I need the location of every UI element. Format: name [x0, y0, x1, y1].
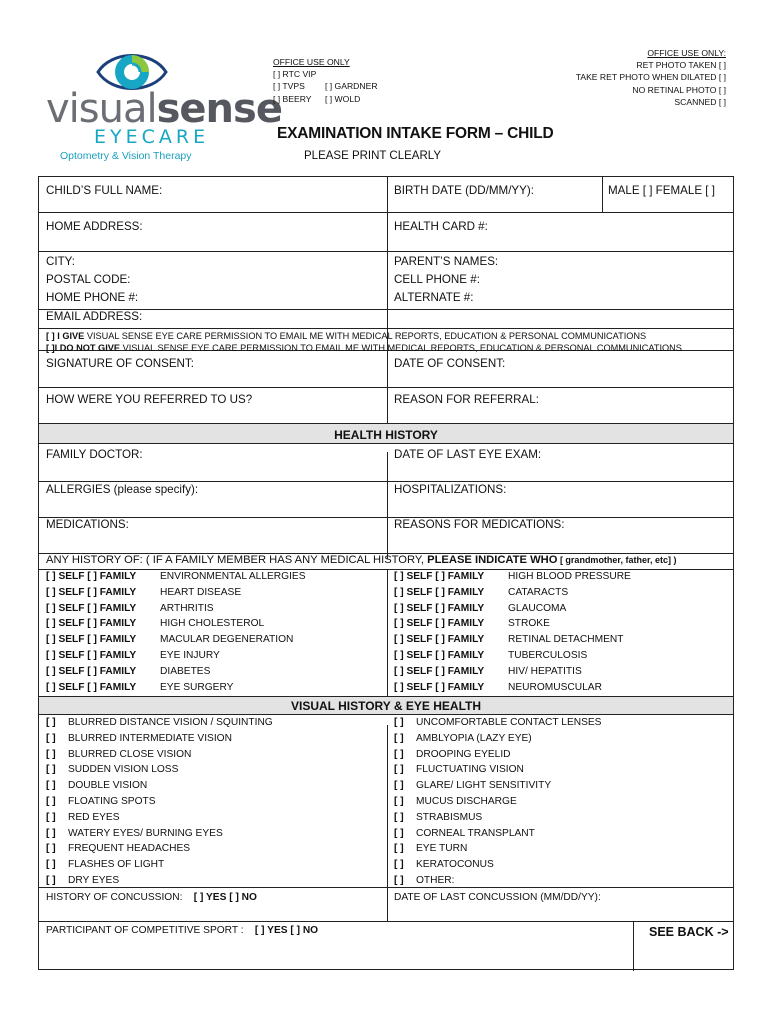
allergies-field[interactable]: ALLERGIES (please specify): [46, 483, 199, 496]
family-doctor-field[interactable]: FAMILY DOCTOR: [46, 448, 143, 461]
visual-right-label: UNCOMFORTABLE CONTACT LENSES [416, 717, 602, 728]
visual-right-item[interactable] [394, 859, 494, 870]
health-left-item[interactable] [46, 587, 241, 598]
office-use-right-heading: OFFICE USE ONLY: [647, 48, 726, 58]
health-right-label: HIGH BLOOD PRESSURE [508, 571, 631, 582]
visual-left-item[interactable] [46, 843, 190, 854]
health-left-label: HIGH CHOLESTEROL [160, 618, 265, 630]
visual-right-item[interactable] [394, 875, 455, 886]
visual-right-label: GLARE/ LIGHT SENSITIVITY [416, 780, 552, 792]
child-name-field[interactable]: CHILD’S FULL NAME: [46, 184, 163, 197]
last-concussion-field[interactable]: DATE OF LAST CONCUSSION (MM/DD/YY): [394, 892, 601, 903]
visual-right-item[interactable] [394, 812, 482, 823]
visual-left-item[interactable] [46, 717, 273, 728]
visual-right-checkbox[interactable]: [ ] [394, 859, 404, 871]
visual-right-label: MUCUS DISCHARGE [416, 796, 517, 807]
health-right-item[interactable] [394, 603, 566, 614]
reason-referral-field[interactable]: REASON FOR REFERRAL: [394, 393, 539, 406]
visual-right-label: DROOPING EYELID [416, 748, 511, 760]
office-rtc-vip[interactable]: [ ] RTC VIP [273, 69, 317, 80]
visual-left-label: SUDDEN VISION LOSS [68, 764, 179, 776]
visual-left-item[interactable] [46, 764, 178, 775]
visual-left-item[interactable] [46, 812, 120, 823]
city-field[interactable]: CITY: [46, 255, 75, 268]
health-right-item[interactable] [394, 682, 602, 693]
health-right-item[interactable] [394, 618, 550, 629]
health-right-checkbox[interactable]: [ ] SELF [ ] FAMILY [394, 618, 485, 630]
health-history-heading: HEALTH HISTORY [334, 428, 438, 442]
visual-right-label: AMBLYOPIA (LAZY EYE) [416, 732, 532, 744]
visual-left-checkbox[interactable]: [ ] [46, 717, 56, 728]
visual-left-checkbox[interactable]: [ ] [46, 748, 56, 760]
visual-right-item[interactable] [394, 780, 551, 791]
consent-not-give[interactable]: [ ]I DO NOT GIVE VISUAL SENSE EYE CARE PERMISSION TO EMAIL ME WITH MEDICAL REPORTS, EDUCATION & PERSONAL COMMUNICATIONS [46, 343, 682, 353]
office-use-right [506, 47, 726, 108]
visual-left-checkbox[interactable]: [ ] [46, 859, 56, 871]
visual-left-checkbox[interactable]: [ ] [46, 764, 56, 776]
home-phone-field[interactable]: HOME PHONE #: [46, 291, 139, 304]
health-right-item[interactable] [394, 650, 587, 661]
health-left-item[interactable] [46, 603, 214, 614]
visual-left-label: FLOATING SPOTS [68, 796, 156, 807]
health-left-label: MACULAR DEGENERATION [160, 634, 294, 646]
gender-field[interactable]: MALE [ ] FEMALE [ ] [608, 184, 715, 197]
postal-code-field[interactable]: POSTAL CODE: [46, 273, 131, 286]
visual-left-checkbox[interactable]: [ ] [46, 875, 56, 886]
ret-photo-taken[interactable]: RET PHOTO TAKEN [ ] [636, 60, 726, 71]
office-tvps[interactable]: [ ] TVPS [273, 81, 305, 92]
health-right-label: GLAUCOMA [508, 602, 567, 614]
visual-left-label: FREQUENT HEADACHES [68, 843, 191, 855]
office-gardner[interactable]: [ ] GARDNER [325, 81, 378, 92]
health-left-checkbox[interactable]: [ ] SELF [ ] FAMILY [46, 571, 137, 582]
visual-right-checkbox[interactable]: [ ] [394, 717, 404, 728]
health-right-label: CATARACTS [508, 586, 569, 598]
health-left-label: EYE INJURY [160, 650, 220, 661]
visual-left-label: BLURRED INTERMEDIATE VISION [68, 732, 232, 744]
visual-left-item[interactable] [46, 859, 164, 870]
visual-left-item[interactable] [46, 828, 223, 839]
visual-left-item[interactable] [46, 749, 191, 760]
visual-left-checkbox[interactable]: [ ] [46, 811, 56, 823]
logo-eyecare: EYECARE [94, 126, 210, 148]
visual-left-checkbox[interactable]: [ ] [46, 843, 56, 855]
visual-right-label: EYE TURN [416, 843, 468, 855]
competitive-sport-field: PARTICIPANT OF COMPETITIVE SPORT : [ ] YES [ ] NO [46, 925, 319, 936]
parents-names-field[interactable]: PARENT’S NAMES: [394, 255, 499, 268]
birth-date-field[interactable]: BIRTH DATE (DD/MM/YY): [394, 184, 534, 197]
visual-right-item[interactable] [394, 828, 535, 839]
health-left-item[interactable] [46, 682, 233, 693]
referred-field[interactable]: HOW WERE YOU REFERRED TO US? [46, 393, 253, 406]
health-left-label: ENVIRONMENTAL ALLERGIES [160, 571, 306, 582]
medications-field[interactable]: MEDICATIONS: [46, 518, 129, 531]
health-right-checkbox[interactable]: [ ] SELF [ ] FAMILY [394, 634, 485, 646]
home-address-field[interactable]: HOME ADDRESS: [46, 220, 143, 233]
form-subtitle: PLEASE PRINT CLEARLY [304, 150, 441, 162]
health-left-label: EYE SURGERY [160, 681, 234, 693]
visual-right-item[interactable] [394, 764, 524, 775]
visual-right-checkbox[interactable]: [ ] [394, 827, 404, 839]
visual-right-label: FLUCTUATING VISION [416, 764, 524, 776]
health-left-checkbox[interactable]: [ ] SELF [ ] FAMILY [46, 650, 137, 661]
health-left-item[interactable] [46, 571, 306, 582]
health-left-item[interactable] [46, 650, 220, 661]
visual-left-label: WATERY EYES/ BURNING EYES [68, 827, 223, 839]
visual-right-item[interactable] [394, 749, 511, 760]
signature-field[interactable]: SIGNATURE OF CONSENT: [46, 357, 194, 370]
visual-right-item[interactable] [394, 717, 601, 728]
concussion-field: HISTORY OF CONCUSSION: [ ] YES [ ] NO [46, 892, 257, 903]
visual-left-label: RED EYES [68, 811, 120, 823]
visual-right-checkbox[interactable]: [ ] [394, 811, 404, 823]
office-wold[interactable]: [ ] WOLD [325, 93, 361, 104]
visual-right-item[interactable] [394, 843, 467, 854]
scanned[interactable]: SCANNED [ ] [674, 96, 726, 107]
health-left-checkbox[interactable]: [ ] SELF [ ] FAMILY [46, 618, 137, 630]
visual-right-checkbox[interactable]: [ ] [394, 796, 404, 807]
last-eye-exam-field[interactable]: DATE OF LAST EYE EXAM: [394, 448, 542, 461]
visual-right-checkbox[interactable]: [ ] [394, 748, 404, 760]
form-title: EXAMINATION INTAKE FORM – CHILD [277, 125, 554, 142]
office-beery[interactable]: [ ] BEERY [273, 93, 312, 104]
visual-left-item[interactable] [46, 875, 119, 886]
health-left-checkbox[interactable]: [ ] SELF [ ] FAMILY [46, 665, 137, 677]
health-left-checkbox[interactable]: [ ] SELF [ ] FAMILY [46, 586, 137, 598]
visual-left-checkbox[interactable]: [ ] [46, 780, 56, 792]
health-left-item[interactable] [46, 666, 210, 677]
health-right-label: NEUROMUSCULAR [508, 681, 602, 693]
health-right-checkbox[interactable]: [ ] SELF [ ] FAMILY [394, 586, 485, 598]
visual-right-item[interactable] [394, 796, 517, 807]
health-right-checkbox[interactable]: [ ] SELF [ ] FAMILY [394, 602, 485, 614]
health-card-field[interactable]: HEALTH CARD #: [394, 220, 488, 233]
visual-right-label: CORNEAL TRANSPLANT [416, 827, 535, 839]
health-right-checkbox[interactable]: [ ] SELF [ ] FAMILY [394, 681, 485, 693]
visual-history-heading: VISUAL HISTORY & EYE HEALTH [290, 699, 482, 713]
visual-left-label: DOUBLE VISION [68, 780, 148, 792]
health-left-checkbox[interactable]: [ ] SELF [ ] FAMILY [46, 602, 137, 614]
health-right-label: TUBERCULOSIS [508, 650, 588, 661]
health-right-item[interactable] [394, 571, 631, 582]
health-right-label: STROKE [508, 618, 550, 630]
visual-right-label: OTHER: [416, 875, 455, 886]
intake-form [38, 176, 734, 970]
visual-right-checkbox[interactable]: [ ] [394, 764, 404, 776]
visual-right-item[interactable] [394, 733, 532, 744]
visual-left-item[interactable] [46, 733, 232, 744]
consent-give[interactable]: [ ] I GIVE VISUAL SENSE EYE CARE PERMISSION TO EMAIL ME WITH MEDICAL REPORTS, EDUCATION & PERSONAL COMMUNICATIONS [46, 331, 647, 341]
logo-word-light: visual [46, 86, 157, 132]
concussion-yes-no[interactable]: [ ] YES [ ] NO [193, 892, 257, 903]
health-left-checkbox[interactable]: [ ] SELF [ ] FAMILY [46, 634, 137, 646]
logo-word-bold: sense [156, 86, 282, 132]
health-right-label: HIV/ HEPATITIS [508, 665, 582, 677]
health-right-item[interactable] [394, 634, 623, 645]
visual-left-label: BLURRED DISTANCE VISION / SQUINTING [68, 717, 273, 728]
visual-left-label: FLASHES OF LIGHT [68, 859, 165, 871]
health-left-label: HEART DISEASE [160, 586, 242, 598]
health-right-item[interactable] [394, 666, 582, 677]
hospitalizations-field[interactable]: HOSPITALIZATIONS: [394, 483, 507, 496]
visual-right-checkbox[interactable]: [ ] [394, 875, 404, 886]
reasons-medications-field[interactable]: REASONS FOR MEDICATIONS: [394, 518, 565, 531]
no-retinal-photo[interactable]: NO RETINAL PHOTO [ ] [632, 84, 726, 95]
visual-left-checkbox[interactable]: [ ] [46, 827, 56, 839]
visual-left-label: DRY EYES [68, 875, 120, 886]
logo-tagline: Optometry & Vision Therapy [60, 150, 192, 162]
office-use-heading: OFFICE USE ONLY [273, 57, 350, 67]
visual-left-checkbox[interactable]: [ ] [46, 732, 56, 744]
date-consent-field[interactable]: DATE OF CONSENT: [394, 357, 506, 370]
health-right-checkbox[interactable]: [ ] SELF [ ] FAMILY [394, 571, 485, 582]
health-right-checkbox[interactable]: [ ] SELF [ ] FAMILY [394, 665, 485, 677]
office-use-left [273, 56, 423, 105]
health-right-item[interactable] [394, 587, 568, 598]
health-right-label: RETINAL DETACHMENT [508, 634, 624, 646]
visual-right-label: STRABISMUS [416, 811, 483, 823]
health-left-label: DIABETES [160, 665, 211, 677]
cell-phone-field[interactable]: CELL PHONE #: [394, 273, 480, 286]
visual-right-checkbox[interactable]: [ ] [394, 732, 404, 744]
health-left-item[interactable] [46, 634, 293, 645]
sport-yes-no[interactable]: [ ] YES [ ] NO [254, 925, 319, 936]
alternate-phone-field[interactable]: ALTERNATE #: [394, 291, 474, 304]
health-right-checkbox[interactable]: [ ] SELF [ ] FAMILY [394, 650, 485, 661]
health-left-label: ARTHRITIS [160, 602, 214, 614]
visual-right-label: KERATOCONUS [416, 859, 494, 871]
visual-right-checkbox[interactable]: [ ] [394, 843, 404, 855]
any-history-heading: ANY HISTORY OF: ( IF A FAMILY MEMBER HAS ANY MEDICAL HISTORY, PLEASE INDICATE WHO [ grandmother, father, etc] ) [46, 554, 677, 566]
health-left-checkbox[interactable]: [ ] SELF [ ] FAMILY [46, 681, 137, 693]
visual-right-checkbox[interactable]: [ ] [394, 780, 404, 792]
logo [38, 40, 282, 165]
visual-left-item[interactable] [46, 780, 147, 791]
email-field[interactable]: EMAIL ADDRESS: [46, 310, 143, 323]
see-back-label: SEE BACK -> [649, 925, 729, 939]
visual-left-item[interactable] [46, 796, 156, 807]
take-ret-photo-dilated[interactable]: TAKE RET PHOTO WHEN DILATED [ ] [575, 72, 726, 83]
health-left-item[interactable] [46, 618, 264, 629]
visual-left-label: BLURRED CLOSE VISION [68, 748, 192, 760]
visual-left-checkbox[interactable]: [ ] [46, 796, 56, 807]
